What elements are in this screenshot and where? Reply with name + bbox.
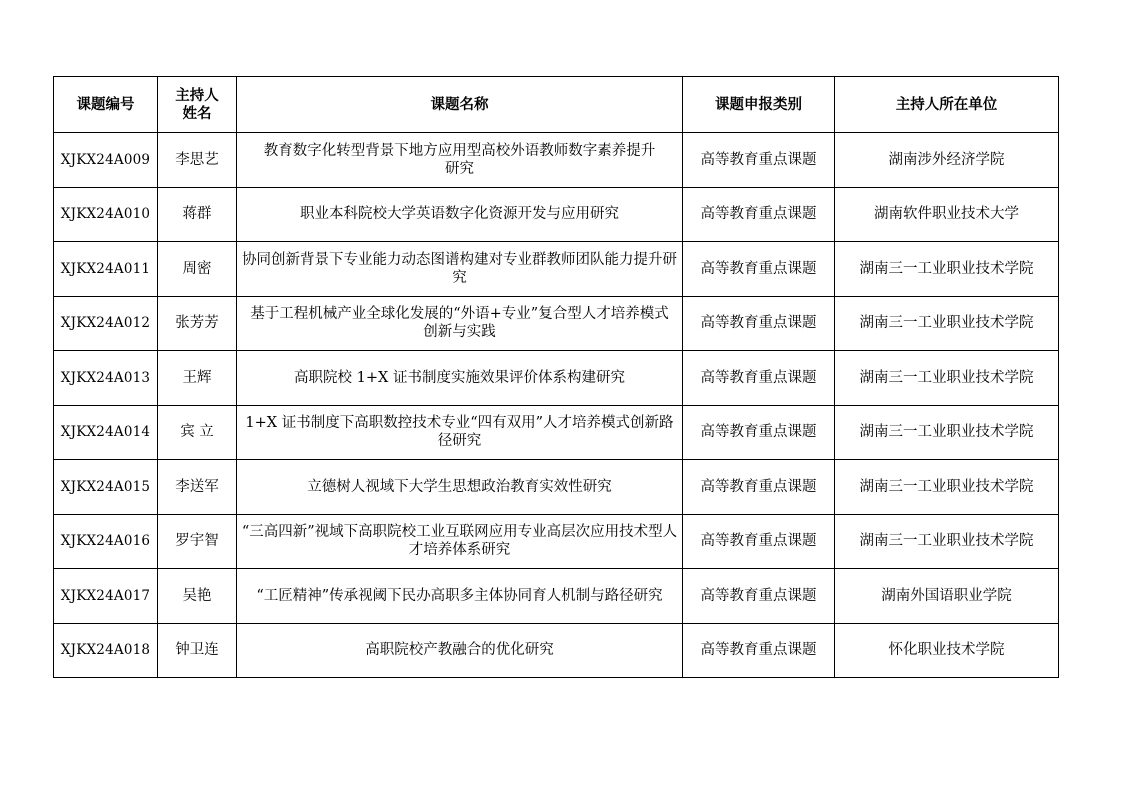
table-row <box>54 133 1059 188</box>
cell-category: 高等教育重点课题 <box>683 242 835 297</box>
cell-unit: 湖南三一工业职业技术学院 <box>835 242 1059 297</box>
table-row <box>54 242 1059 297</box>
cell-topic: 1+X 证书制度下高职数控技术专业“四有双用”人才培养模式创新路径研究 <box>237 405 683 460</box>
cell-topic <box>237 133 683 188</box>
cell-unit: 湖南三一工业职业技术学院 <box>835 351 1059 406</box>
cell-host: 张芳芳 <box>158 296 237 351</box>
project-table <box>53 76 1059 678</box>
cell-host: 蒋群 <box>158 187 237 242</box>
cell-topic: 立德树人视域下大学生思想政治教育实效性研究 <box>237 460 683 515</box>
cell-category: 高等教育重点课题 <box>683 351 835 406</box>
cell-code: XJKX24A013 <box>54 351 158 406</box>
cell-category: 高等教育重点课题 <box>683 569 835 624</box>
cell-topic: 高职院校 1+X 证书制度实施效果评价体系构建研究 <box>237 351 683 406</box>
header-row <box>54 77 1059 133</box>
cell-category: 高等教育重点课题 <box>683 187 835 242</box>
table-row <box>54 569 1059 624</box>
cell-topic <box>237 569 683 624</box>
cell-unit: 湖南三一工业职业技术学院 <box>835 405 1059 460</box>
cell-topic-text: 基于工程机械产业全球化发展的“外语+专业”复合型人才培养模式创新与实践 <box>250 306 669 341</box>
cell-code: XJKX24A014 <box>54 405 158 460</box>
table-row <box>54 514 1059 569</box>
cell-code: XJKX24A009 <box>54 133 158 188</box>
cell-topic: 协同创新背景下专业能力动态图谱构建对专业群教师团队能力提升研究 <box>237 242 683 297</box>
cell-code: XJKX24A017 <box>54 569 158 624</box>
cell-code: XJKX24A018 <box>54 623 158 678</box>
cell-host: 钟卫连 <box>158 623 237 678</box>
cell-category: 高等教育重点课题 <box>683 133 835 188</box>
cell-host: 吴艳 <box>158 569 237 624</box>
cell-code: XJKX24A012 <box>54 296 158 351</box>
cell-host: 王辉 <box>158 351 237 406</box>
cell-category: 高等教育重点课题 <box>683 296 835 351</box>
cell-category: 高等教育重点课题 <box>683 405 835 460</box>
cell-category: 高等教育重点课题 <box>683 460 835 515</box>
cell-code: XJKX24A015 <box>54 460 158 515</box>
cell-host: 宾 立 <box>158 405 237 460</box>
cell-unit: 湖南三一工业职业技术学院 <box>835 296 1059 351</box>
table-row <box>54 296 1059 351</box>
table-row <box>54 623 1059 678</box>
cell-category: 高等教育重点课题 <box>683 514 835 569</box>
cell-unit: 怀化职业技术学院 <box>835 623 1059 678</box>
cell-topic: “三高四新”视域下高职院校工业互联网应用专业高层次应用技术型人才培养体系研究 <box>237 514 683 569</box>
header-category: 课题申报类别 <box>683 77 835 133</box>
cell-host: 李送军 <box>158 460 237 515</box>
cell-topic-text: “工匠精神”传承视阈下民办高职多主体协同育人机制与路径研究 <box>256 587 663 604</box>
cell-unit: 湖南三一工业职业技术学院 <box>835 460 1059 515</box>
cell-unit: 湖南外国语职业学院 <box>835 569 1059 624</box>
cell-unit: 湖南软件职业技术大学 <box>835 187 1059 242</box>
header-host <box>158 77 237 133</box>
cell-topic: 职业本科院校大学英语数字化资源开发与应用研究 <box>237 187 683 242</box>
cell-code: XJKX24A016 <box>54 514 158 569</box>
cell-unit: 湖南三一工业职业技术学院 <box>835 514 1059 569</box>
header-host-text: 主持人姓名 <box>175 87 219 122</box>
cell-host: 李思艺 <box>158 133 237 188</box>
table-row <box>54 460 1059 515</box>
cell-unit: 湖南涉外经济学院 <box>835 133 1059 188</box>
cell-category: 高等教育重点课题 <box>683 623 835 678</box>
cell-code: XJKX24A011 <box>54 242 158 297</box>
table-row <box>54 405 1059 460</box>
cell-topic: 高职院校产教融合的优化研究 <box>237 623 683 678</box>
header-topic: 课题名称 <box>237 77 683 133</box>
table-row <box>54 187 1059 242</box>
cell-host: 周密 <box>158 242 237 297</box>
cell-topic <box>237 296 683 351</box>
cell-host: 罗宇智 <box>158 514 237 569</box>
cell-code: XJKX24A010 <box>54 187 158 242</box>
table-row <box>54 351 1059 406</box>
header-code: 课题编号 <box>54 77 158 133</box>
cell-topic-text: 教育数字化转型背景下地方应用型高校外语教师数字素养提升研究 <box>263 142 656 177</box>
header-unit: 主持人所在单位 <box>835 77 1059 133</box>
